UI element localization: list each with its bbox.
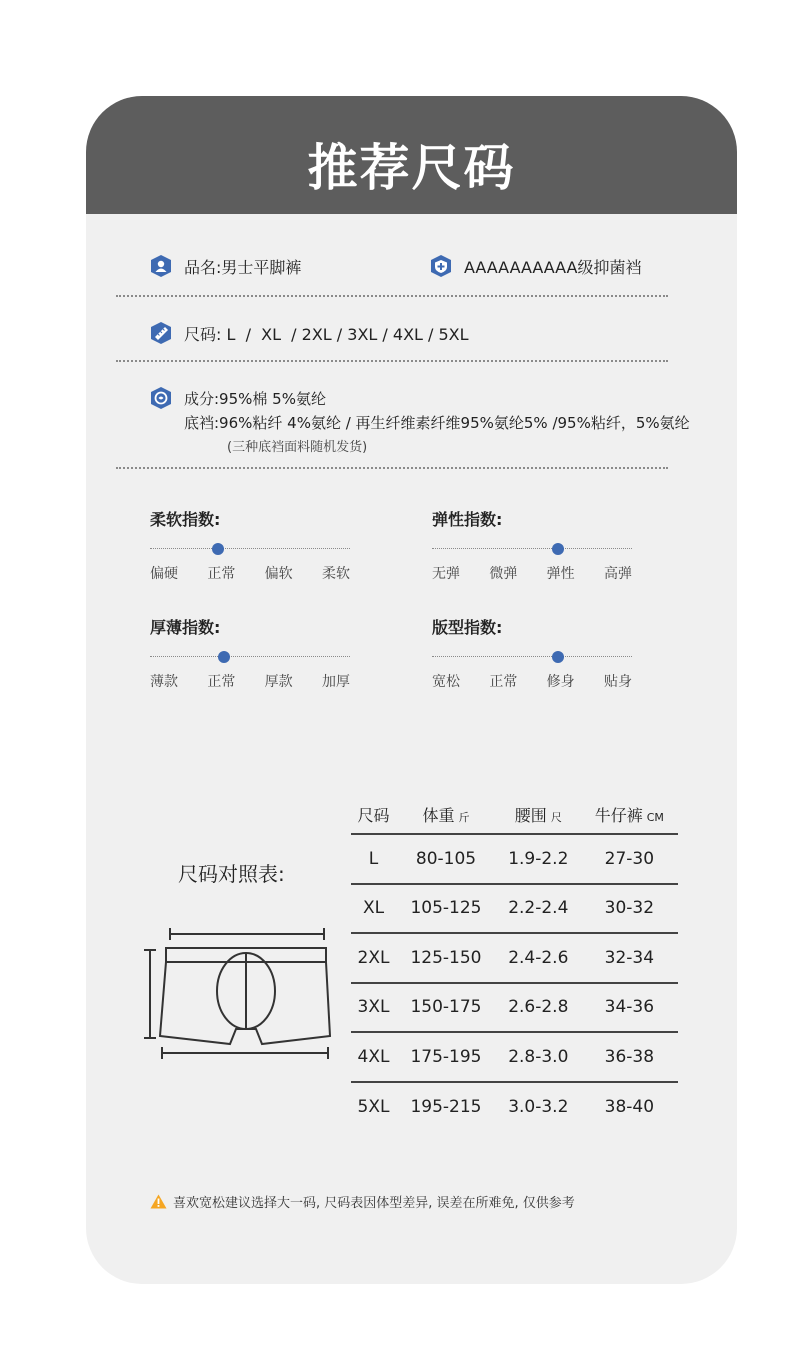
index-title: 版型指数:	[432, 618, 503, 637]
warning-icon	[150, 1194, 167, 1209]
table-cell: XL	[351, 884, 396, 934]
index-label: 偏软	[264, 566, 293, 582]
index-title: 厚薄指数:	[150, 618, 221, 637]
index-label: 厚款	[264, 674, 293, 690]
index-track	[432, 652, 632, 662]
index-label: 偏硬	[150, 566, 178, 582]
table-cell: 30-32	[581, 884, 678, 934]
page-title: 推荐尺码	[307, 139, 516, 197]
table-cell: 34-36	[581, 983, 678, 1033]
size-guide-card	[86, 96, 737, 1284]
table-cell: 27-30	[581, 834, 678, 884]
fit-index	[432, 615, 632, 691]
table-header-row	[351, 796, 678, 834]
product-name-row	[150, 254, 301, 278]
col-header-weight: 体重 斤	[396, 796, 496, 834]
softness-index	[150, 507, 350, 583]
antibacterial-label: AAAAAAAAAA级抑菌裆	[464, 257, 642, 277]
footer-note	[150, 1192, 575, 1211]
table-row	[351, 834, 678, 884]
table-cell: 2.6-2.8	[496, 983, 581, 1033]
divider	[116, 360, 668, 362]
table-cell: 195-215	[410, 1096, 482, 1117]
table-cell: 2.4-2.6	[496, 933, 581, 983]
elasticity-index	[432, 507, 632, 583]
index-marker	[552, 543, 564, 555]
index-track	[150, 544, 350, 554]
index-title: 弹性指数:	[432, 510, 503, 529]
table-cell: 2XL	[351, 933, 396, 983]
col-header-waist: 腰围 尺	[496, 796, 581, 834]
antibacterial-row	[430, 254, 641, 278]
index-label: 加厚	[321, 674, 350, 690]
index-label: 柔软	[321, 566, 350, 582]
index-label: 高弹	[603, 566, 632, 582]
table-row	[351, 933, 678, 983]
footer-note-text: 喜欢宽松建议选择大一码, 尺码表因体型差异, 误差在所难免, 仅供参考	[173, 1196, 575, 1211]
table-cell: 5XL	[357, 1096, 390, 1117]
table-row	[351, 983, 678, 1033]
table-row	[351, 1082, 678, 1132]
table-cell: 4XL	[351, 1032, 396, 1082]
table-cell: 2.2-2.4	[496, 884, 581, 934]
size-chart-label: 尺码对照表:	[178, 862, 285, 886]
table-cell: 175-195	[396, 1032, 496, 1082]
index-marker	[218, 651, 230, 663]
composition-crotch: 底裆:96%粘纤 4%氨纶 / 再生纤维素纤维95%氨纶5% /95%粘纤，5%氨纶	[184, 413, 690, 432]
index-label: 修身	[546, 674, 575, 690]
index-title: 柔软指数:	[150, 510, 221, 529]
boxer-briefs-diagram-icon	[138, 926, 338, 1076]
table-cell: 125-150	[396, 933, 496, 983]
col-header-size: 尺码	[351, 796, 396, 834]
index-marker	[212, 543, 224, 555]
index-label: 宽松	[432, 674, 460, 690]
person-shield-icon	[150, 254, 172, 278]
table-cell: 38-40	[604, 1096, 655, 1117]
table-cell: 150-175	[396, 983, 496, 1033]
size-table	[351, 796, 678, 1131]
table-cell: 3XL	[351, 983, 396, 1033]
index-marker	[552, 651, 564, 663]
divider	[116, 467, 668, 469]
card-header	[86, 96, 737, 214]
composition-block	[150, 386, 690, 455]
size-row	[150, 321, 469, 345]
index-label: 正常	[207, 674, 236, 690]
col-header-jeans: 牛仔裤 CM	[581, 796, 678, 834]
index-label: 贴身	[603, 674, 632, 690]
table-cell: 3.0-3.2	[508, 1096, 569, 1117]
index-label: 薄款	[150, 674, 178, 690]
size-list: 尺码: L / XL / 2XL / 3XL / 4XL / 5XL	[184, 324, 469, 344]
plus-shield-icon	[430, 254, 452, 278]
index-label: 无弹	[432, 566, 460, 582]
index-track	[432, 544, 632, 554]
table-row	[351, 884, 678, 934]
index-track	[150, 652, 350, 662]
divider	[116, 295, 668, 297]
product-name: 品名:男士平脚裤	[184, 257, 302, 277]
composition-note: (三种底裆面料随机发货)	[227, 440, 368, 455]
index-label: 正常	[489, 674, 518, 690]
table-cell: 105-125	[396, 884, 496, 934]
table-cell: 32-34	[581, 933, 678, 983]
table-row	[351, 1032, 678, 1082]
table-cell: 80-105	[396, 834, 496, 884]
ruler-icon	[150, 321, 172, 345]
table-cell: 1.9-2.2	[496, 834, 581, 884]
table-cell: L	[351, 834, 396, 884]
index-label: 弹性	[546, 566, 575, 582]
thickness-index	[150, 615, 350, 691]
index-label: 正常	[207, 566, 236, 582]
table-cell: 36-38	[581, 1032, 678, 1082]
fabric-icon	[150, 386, 172, 410]
composition-main: 成分:95%棉 5%氨纶	[184, 389, 326, 408]
table-cell: 2.8-3.0	[496, 1032, 581, 1082]
index-label: 微弹	[489, 566, 518, 582]
